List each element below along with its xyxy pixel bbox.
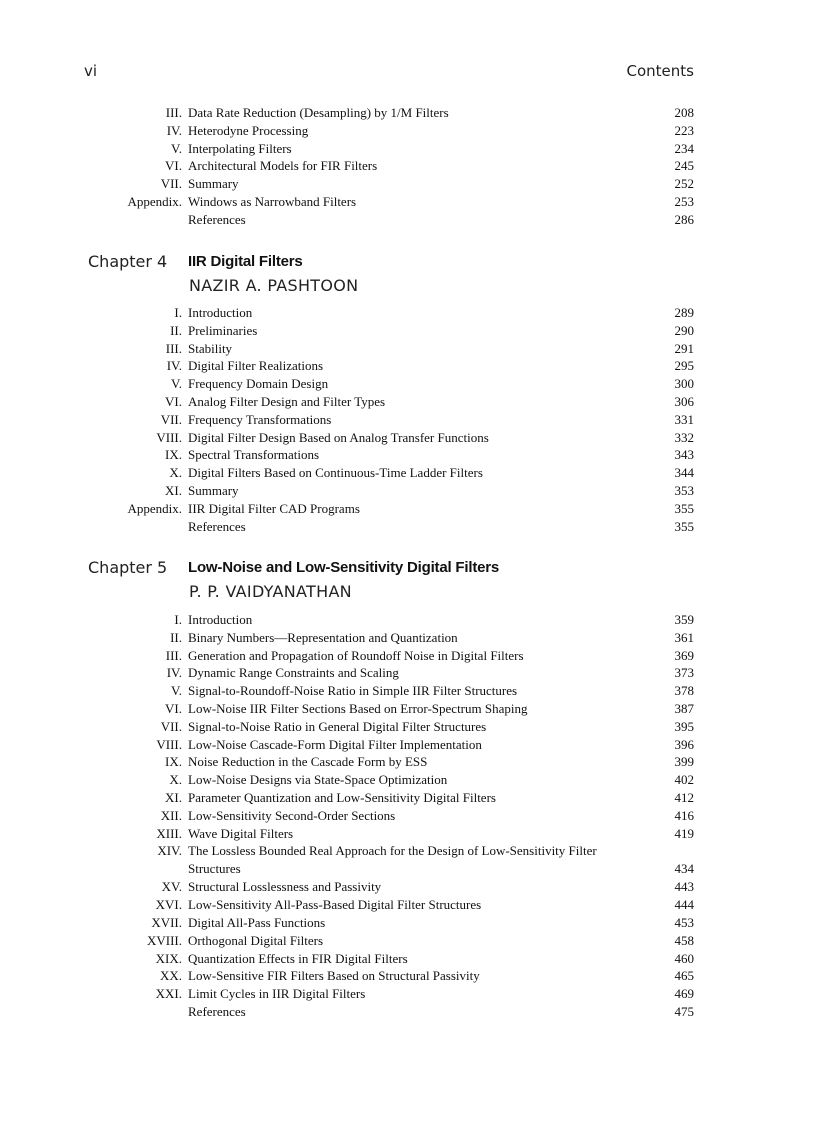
page-number: 402 — [674, 772, 694, 788]
section-number: VIII. — [156, 736, 182, 752]
toc-entry — [0, 807, 816, 825]
chapter-5-entries — [0, 611, 816, 1021]
toc-entry — [0, 357, 816, 375]
page-number: vi — [84, 62, 98, 80]
section-title: Wave Digital Filters — [188, 825, 294, 841]
chapter-label: Chapter 5 — [88, 558, 168, 577]
section-number: XV. — [161, 879, 182, 895]
section-title: Digital Filter Realizations — [188, 358, 324, 374]
section-title: Summary — [188, 482, 239, 498]
section-title: The Lossless Bounded Real Approach for the Design of Low-Sensitivity Filter Structures — [188, 843, 597, 877]
chapter-4-entries — [0, 304, 816, 535]
section-title: Windows as Narrowband Filters — [188, 193, 357, 209]
section-number: I. — [174, 305, 182, 320]
page-number: 332 — [674, 429, 694, 445]
page-number: 286 — [674, 211, 694, 227]
section-number: VII. — [160, 176, 182, 192]
page-number: 223 — [674, 122, 694, 138]
page-number: 295 — [674, 358, 694, 374]
toc-entry — [0, 518, 816, 536]
toc-entry — [0, 629, 816, 647]
page-number: 453 — [674, 914, 694, 930]
section-title: References — [188, 518, 246, 534]
toc-entry — [0, 193, 816, 211]
toc-entry — [0, 1003, 816, 1021]
page-number: 353 — [674, 482, 694, 498]
page-number: 344 — [674, 465, 694, 481]
section-title: Data Rate Reduction (Desampling) by 1/M Filters — [188, 105, 449, 120]
section-title: Digital Filter Design Based on Analog Transfer Functions — [188, 429, 489, 445]
section-title: Low-Sensitivity All-Pass-Based Digital Filter Structures — [188, 897, 482, 913]
section-number: XVII. — [151, 914, 182, 930]
page-number: 434 — [674, 861, 694, 877]
page-number: 355 — [674, 518, 694, 534]
section-title: References — [188, 211, 246, 227]
page-number: 369 — [674, 647, 694, 663]
toc-entry — [0, 211, 816, 229]
chapter-author: NAZIR A. PASHTOON — [189, 276, 359, 295]
page-number: 361 — [674, 629, 694, 645]
section-title: Architectural Models for FIR Filters — [188, 158, 378, 174]
toc-entry — [0, 157, 816, 175]
page-number: 475 — [674, 1003, 694, 1019]
page-number: 387 — [674, 700, 694, 716]
page-number: 355 — [674, 500, 694, 516]
page-number: 395 — [674, 718, 694, 734]
toc-entry — [0, 611, 816, 629]
page-number: 208 — [674, 105, 694, 120]
toc-entry — [0, 393, 816, 411]
section-number: IV. — [166, 358, 182, 374]
toc-entry — [0, 175, 816, 193]
toc-entry — [0, 896, 816, 914]
chapter-title: Low-Noise and Low-Sensitivity Digital Filters — [188, 559, 500, 576]
page-number: 253 — [674, 193, 694, 209]
section-number: XVI. — [155, 897, 182, 913]
chapter-3-continued-entries — [0, 104, 816, 229]
section-title: Stability — [188, 340, 233, 356]
page-number: 291 — [674, 340, 694, 356]
toc-entry — [0, 914, 816, 932]
toc-entry — [0, 771, 816, 789]
section-title: Frequency Transformations — [188, 411, 332, 427]
section-title: Orthogonal Digital Filters — [188, 932, 324, 948]
section-number: XXI. — [155, 986, 182, 1002]
section-number: XIII. — [156, 825, 182, 841]
section-title: Low-Sensitivity Second-Order Sections — [188, 807, 396, 823]
toc-entry — [0, 304, 816, 322]
section-title: Dynamic Range Constraints and Scaling — [188, 665, 399, 681]
toc-entry — [0, 482, 816, 500]
page-number: 234 — [674, 140, 694, 156]
section-number: X. — [169, 465, 182, 481]
page-number: 359 — [674, 612, 694, 627]
toc-entry — [0, 140, 816, 158]
section-title: Low-Noise Designs via State-Space Optimization — [188, 772, 448, 788]
section-number: IV. — [166, 665, 182, 681]
section-title: Generation and Propagation of Roundoff Noise in Digital Filters — [188, 647, 524, 663]
section-number: II. — [170, 629, 182, 645]
toc-entry — [0, 682, 816, 700]
section-number: XX. — [159, 968, 182, 984]
section-title: Parameter Quantization and Low-Sensitivity Digital Filters — [188, 789, 496, 805]
page-number: 373 — [674, 665, 694, 681]
page-number: 444 — [674, 897, 694, 913]
toc-entry — [0, 464, 816, 482]
toc-entry — [0, 446, 816, 464]
toc-entry — [0, 664, 816, 682]
toc-entry — [0, 753, 816, 771]
toc-entry — [0, 104, 816, 122]
toc-entry — [0, 789, 816, 807]
section-number: XVIII. — [146, 932, 182, 948]
section-number: XI. — [165, 482, 182, 498]
section-number: VII. — [160, 718, 182, 734]
toc-entry — [0, 878, 816, 896]
running-head: Contents — [626, 62, 694, 80]
section-title: Heterodyne Processing — [188, 122, 309, 138]
section-title: Binary Numbers—Representation and Quantization — [188, 629, 458, 645]
page-number: 458 — [674, 932, 694, 948]
page-number: 399 — [674, 754, 694, 770]
page-number: 443 — [674, 879, 694, 895]
section-number: IX. — [165, 447, 182, 463]
section-title: Signal-to-Roundoff-Noise Ratio in Simple IIR Filter Structures — [188, 683, 518, 699]
section-number: Appendix. — [127, 500, 182, 516]
toc-entry — [0, 500, 816, 518]
section-number: V. — [171, 376, 182, 392]
toc-entry — [0, 700, 816, 718]
page-number: 290 — [674, 322, 694, 338]
section-number: VI. — [165, 393, 182, 409]
section-title: Introduction — [188, 305, 253, 320]
section-number: V. — [171, 140, 182, 156]
toc-entry — [0, 322, 816, 340]
toc-entry — [0, 375, 816, 393]
page-number: 331 — [674, 411, 694, 427]
chapter-title: IIR Digital Filters — [188, 253, 303, 270]
section-number: XIX. — [155, 950, 182, 966]
chapter-author: P. P. VAIDYANATHAN — [189, 582, 352, 601]
section-title: Frequency Domain Design — [188, 376, 329, 392]
section-number: VI. — [165, 700, 182, 716]
toc-entry — [0, 429, 816, 447]
section-title: Summary — [188, 176, 239, 192]
page-number: 343 — [674, 447, 694, 463]
toc-entry — [0, 736, 816, 754]
toc-entry — [0, 122, 816, 140]
section-title: Noise Reduction in the Cascade Form by ESS — [188, 754, 428, 770]
page-number: 412 — [674, 789, 694, 805]
toc-entry — [0, 842, 816, 878]
section-number: XIV. — [157, 843, 182, 859]
section-title: Structural Losslessness and Passivity — [188, 879, 382, 895]
page-number: 396 — [674, 736, 694, 752]
page-number: 306 — [674, 393, 694, 409]
toc-entry — [0, 411, 816, 429]
section-title: Digital Filters Based on Continuous-Time Ladder Filters — [188, 465, 483, 481]
toc-entry — [0, 647, 816, 665]
section-number: I. — [174, 612, 182, 627]
section-number: II. — [170, 322, 182, 338]
page-number: 378 — [674, 683, 694, 699]
toc-entry — [0, 950, 816, 968]
page-number: 419 — [674, 825, 694, 841]
page-number: 460 — [674, 950, 694, 966]
page-number: 300 — [674, 376, 694, 392]
section-number: X. — [169, 772, 182, 788]
section-number: VIII. — [156, 429, 182, 445]
page-number: 465 — [674, 968, 694, 984]
page-number: 252 — [674, 176, 694, 192]
section-number: III. — [165, 340, 182, 356]
chapter-label: Chapter 4 — [88, 252, 168, 271]
section-number: IV. — [166, 122, 182, 138]
toc-entry — [0, 967, 816, 985]
page-number: 469 — [674, 986, 694, 1002]
toc-entry — [0, 718, 816, 736]
toc-entry — [0, 825, 816, 843]
section-title: Analog Filter Design and Filter Types — [188, 393, 386, 409]
section-number: XII. — [160, 807, 182, 823]
page-number: 416 — [674, 807, 694, 823]
section-number: III. — [165, 105, 182, 120]
section-number: XI. — [165, 789, 182, 805]
page-number: 289 — [674, 305, 694, 320]
section-title: Low-Noise Cascade-Form Digital Filter Implementation — [188, 736, 482, 752]
toc-entry — [0, 932, 816, 950]
section-title: Signal-to-Noise Ratio in General Digital Filter Structures — [188, 718, 487, 734]
section-title: Limit Cycles in IIR Digital Filters — [188, 986, 366, 1002]
section-title: IIR Digital Filter CAD Programs — [188, 500, 360, 516]
toc-entry — [0, 340, 816, 358]
section-number: VI. — [165, 158, 182, 174]
section-number: VII. — [160, 411, 182, 427]
section-title: References — [188, 1003, 246, 1019]
section-number: IX. — [165, 754, 182, 770]
page-number: 245 — [674, 158, 694, 174]
section-number: V. — [171, 683, 182, 699]
section-title: Introduction — [188, 612, 253, 627]
section-title: Interpolating Filters — [188, 140, 292, 156]
section-number: Appendix. — [127, 193, 182, 209]
section-title: Preliminaries — [188, 322, 258, 338]
section-number: III. — [165, 647, 182, 663]
section-title: Low-Noise IIR Filter Sections Based on Error-Spectrum Shaping — [188, 700, 528, 716]
section-title: Quantization Effects in FIR Digital Filters — [188, 950, 408, 966]
toc-entry — [0, 985, 816, 1003]
section-title: Spectral Transformations — [188, 447, 320, 463]
section-title: Digital All-Pass Functions — [188, 914, 326, 930]
section-title: Low-Sensitive FIR Filters Based on Structural Passivity — [188, 968, 480, 984]
